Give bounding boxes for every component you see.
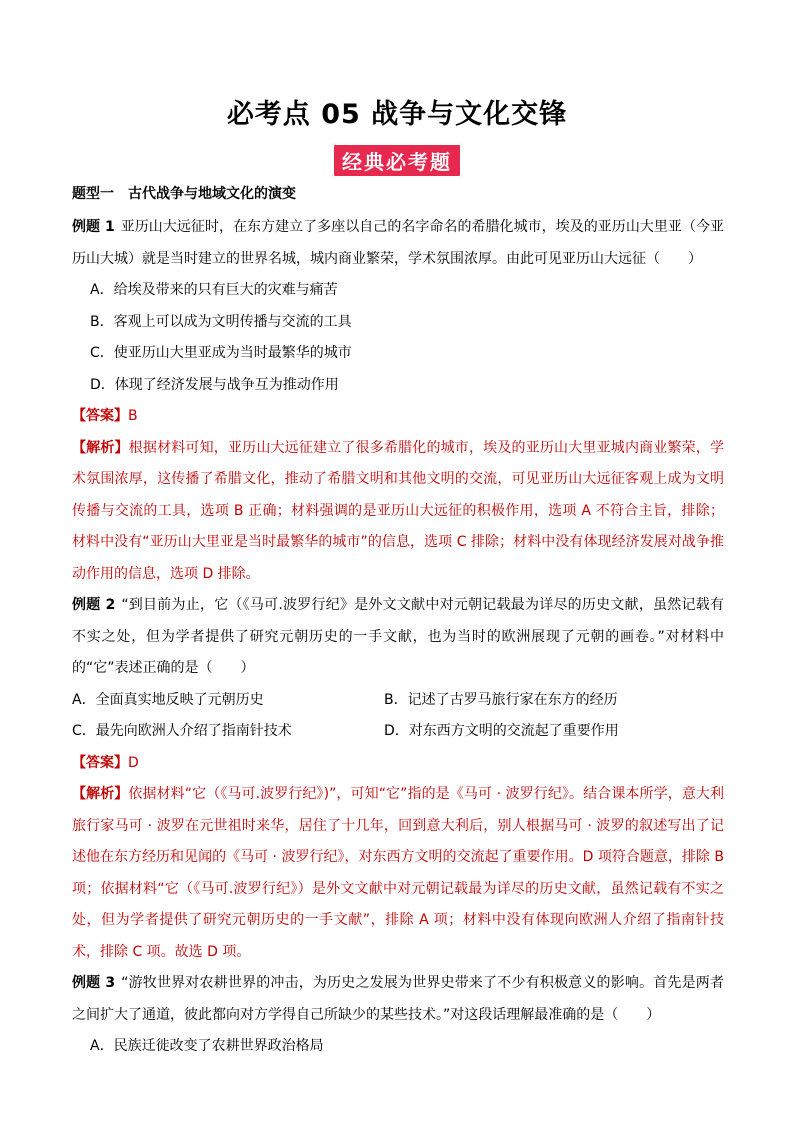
question-2-answer (72, 748, 724, 780)
question-2-option-c: C．最先向欧洲人介绍了指南针技术 (72, 723, 292, 739)
question-1-option-a: A．给埃及带来的只有巨大的灾难与痛苦 (90, 282, 338, 298)
classic-questions-badge: 经典必考题 (332, 143, 462, 178)
question-3-label: 例题 3 (72, 975, 116, 991)
question-2-option-a: A．全面真实地反映了元朝历史 (72, 691, 264, 708)
answer-label: 【答案】 (72, 408, 128, 424)
badge-wrapper (0, 143, 794, 178)
question-2-options-row-1 (72, 685, 724, 717)
analysis-text: 根据材料可知，亚历山大远征建立了很多希腊化的城市，埃及的亚历山大里亚城内商业繁荣，学术氛围浓厚，这传播了希腊文化，推动了希腊文明和其他文明的交流，可见亚历山大远征客观上成为文明传播与交流的工具，选项 B 正确；材料强调的是亚历山大远征的积极作用，选项 A 不符合主旨，排除；材料中没有“亚历山大里亚是当时最繁华的城市”的信息，选项 C 排除；材料中没有体现经济发展对战争推动作用的信息，选项 D 排除。 (72, 439, 725, 582)
question-1-option-b: B．客观上可以成为文明传播与交流的工具 (90, 313, 352, 330)
section-title: 古代战争与地域文化的演变 (128, 186, 296, 202)
page-title: 必考点 05 战争与文化交锋 (226, 99, 568, 130)
content (72, 180, 724, 1063)
question-1-option-d: D．体现了经济发展与战争互为推动作用 (90, 376, 339, 393)
question-1 (72, 212, 724, 275)
section-label: 题型一 (72, 186, 114, 202)
question-2 (72, 590, 724, 685)
question-2-option-b: B．记述了古罗马旅行家在东方的经历 (384, 691, 618, 708)
question-3 (72, 968, 724, 1031)
section-heading (72, 180, 724, 208)
analysis-label: 【解析】 (72, 439, 129, 456)
answer-label: 【答案】 (72, 754, 128, 771)
question-2-options-row-2 (72, 716, 724, 748)
question-1-analysis (72, 433, 724, 591)
question-2-option-d: D．对东西方文明的交流起了重要作用 (384, 723, 619, 739)
question-2-analysis (72, 779, 724, 968)
question-3-option-a: A．民族迁徙改变了农耕世界政治格局 (90, 1038, 324, 1054)
question-2-label: 例题 2 (72, 597, 116, 613)
analysis-text: 依据材料“它（《马可.波罗行纪》)”，可知“它”指的是《马可 · 波罗行纪》。结合课本所学，意大利旅行家马可 · 波罗在元世祖时来华，居住了十几年，回到意大利后，别人根据马可 · 波罗的叙述写出了记述他在东方经历和见闻的《马可 · 波罗行纪》，对东西方文明的交流起了重要作用。D 项符合题意，排除 B 项；依据材料“它（《马可.波罗行纪》）是外文文献中对元朝记载最为详尽的历史文献，虽然记载有不实之处，但为学者提供了研究元朝历史的一手文献”，排除 A 项；材料中没有体现向欧洲人介绍了指南针技术，排除 C 项。故选 D 项。 (72, 786, 725, 960)
question-1-stem: 亚历山大远征时，在东方建立了多座以自己的名字命名的希腊化城市，埃及的亚历山大里亚（今亚历山大城）就是当时建立的世界名城，城内商业繁荣，学术氛围浓厚。由此可见亚历山大远征（ ） (72, 219, 725, 267)
analysis-label: 【解析】 (72, 786, 129, 802)
answer-value: B (128, 408, 138, 424)
question-2-stem: “到目前为止，它（《马可.波罗行纪》是外文文献中对元朝记载最为详尽的历史文献，虽然记载有不实之处，但为学者提供了研究元朝历史的一手文献，也为当时的欧洲展现了元朝的画卷。”对材料中的“它”表述正确的是（ ） (72, 597, 724, 676)
answer-value: D (128, 754, 139, 771)
question-1-answer (72, 401, 724, 433)
question-1-label: 例题 1 (72, 219, 115, 235)
question-3-stem: “游牧世界对农耕世界的冲击，为历史之发展为世界史带来了不少有积极意义的影响。首先是两者之间扩大了通道，彼此都向对方学得自己所缺少的某些技术。”对这段话理解最准确的是（ ） (72, 975, 724, 1023)
question-1-option-c: C．使亚历山大里亚成为当时最繁华的城市 (90, 345, 352, 361)
